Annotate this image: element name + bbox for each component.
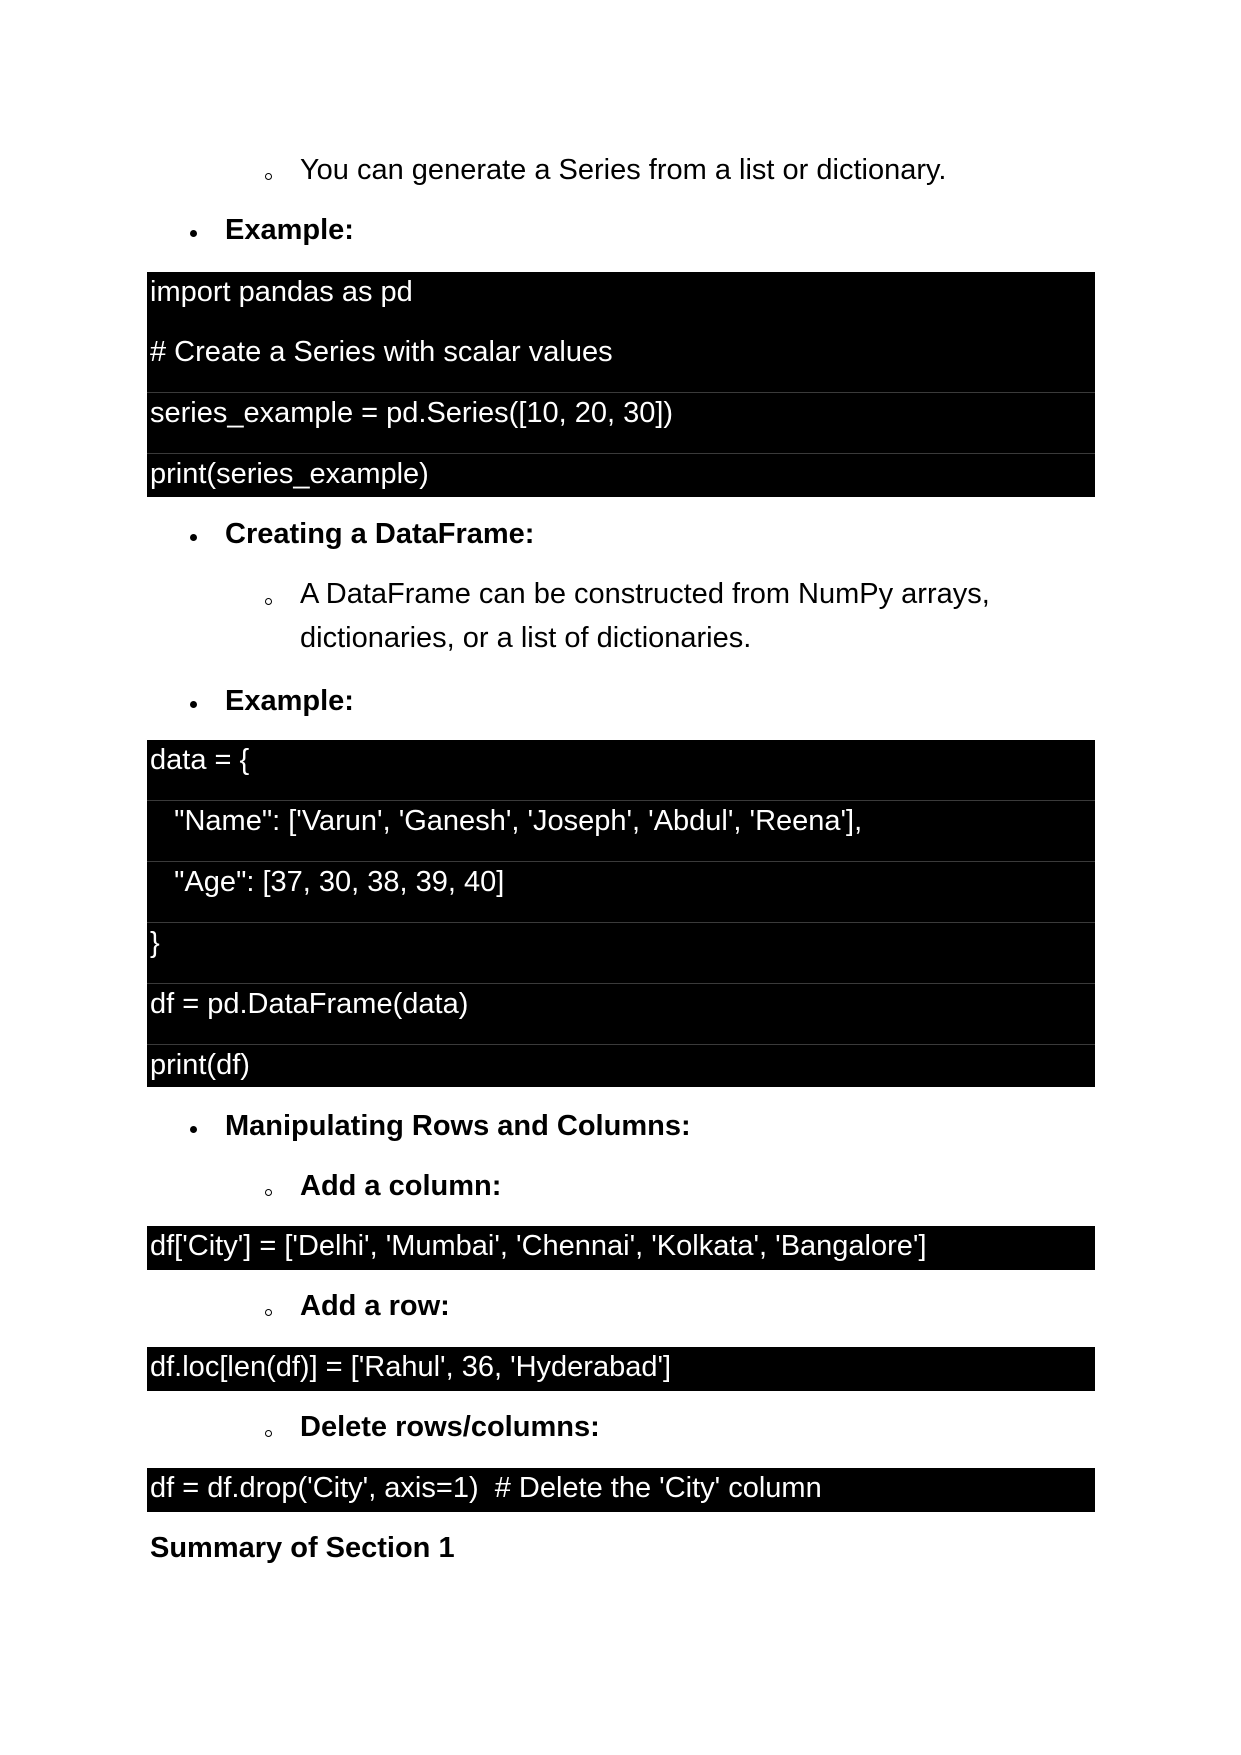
code-line: series_example = pd.Series([10, 20, 30]) xyxy=(150,397,674,429)
bullet-icon xyxy=(190,701,197,708)
code-line: data = { xyxy=(150,744,250,776)
code-line: print(df) xyxy=(150,1049,250,1081)
code-line: # Create a Series with scalar values xyxy=(150,336,613,368)
sub-bullet-icon xyxy=(265,173,272,180)
add-column-heading: Add a column: xyxy=(300,1170,502,1202)
bullet-icon xyxy=(190,230,197,237)
bullet-icon xyxy=(190,534,197,541)
dataframe-note: A DataFrame can be constructed from NumPy arrays, dictionaries, or a list of dictionaries. xyxy=(300,578,990,654)
bullet-icon xyxy=(190,1126,197,1133)
sub-bullet-icon xyxy=(265,1430,272,1437)
code-row-divider xyxy=(147,392,1095,393)
delete-heading: Delete rows/columns: xyxy=(300,1411,600,1443)
creating-dataframe-heading: Creating a DataFrame: xyxy=(225,518,535,550)
code-line: import pandas as pd xyxy=(150,276,413,308)
code-row-divider xyxy=(147,453,1095,454)
code-line: } xyxy=(150,927,160,959)
sub-bullet-icon xyxy=(265,598,272,605)
manipulating-heading: Manipulating Rows and Columns: xyxy=(225,1110,691,1142)
code-line: df = pd.DataFrame(data) xyxy=(150,988,469,1020)
example-heading-1: Example: xyxy=(225,214,354,246)
code-line: "Age": [37, 30, 38, 39, 40] xyxy=(150,866,505,898)
sub-bullet-icon xyxy=(265,1309,272,1316)
code-row-divider xyxy=(147,922,1095,923)
example-heading-2: Example: xyxy=(225,685,354,717)
code-row-divider xyxy=(147,983,1095,984)
code-block-add-row xyxy=(147,1347,1095,1391)
code-block-dataframe xyxy=(147,740,1095,1087)
code-block-series xyxy=(147,272,1095,497)
code-line: df['City'] = ['Delhi', 'Mumbai', 'Chennai', 'Kolkata', 'Bangalore'] xyxy=(150,1230,927,1262)
add-row-heading: Add a row: xyxy=(300,1290,450,1322)
code-line: df.loc[len(df)] = ['Rahul', 36, 'Hyderabad'] xyxy=(150,1351,672,1383)
summary-heading: Summary of Section 1 xyxy=(150,1532,455,1564)
code-line: "Name": ['Varun', 'Ganesh', 'Joseph', 'Abdul', 'Reena'], xyxy=(150,805,863,837)
code-row-divider xyxy=(147,861,1095,862)
series-note: You can generate a Series from a list or dictionary. xyxy=(300,154,947,186)
code-line: print(series_example) xyxy=(150,458,429,490)
code-line: df = df.drop('City', axis=1) # Delete the 'City' column xyxy=(150,1472,822,1504)
sub-bullet-icon xyxy=(265,1189,272,1196)
code-row-divider xyxy=(147,1044,1095,1045)
code-row-divider xyxy=(147,800,1095,801)
code-block-add-column xyxy=(147,1226,1095,1270)
code-block-delete xyxy=(147,1468,1095,1512)
